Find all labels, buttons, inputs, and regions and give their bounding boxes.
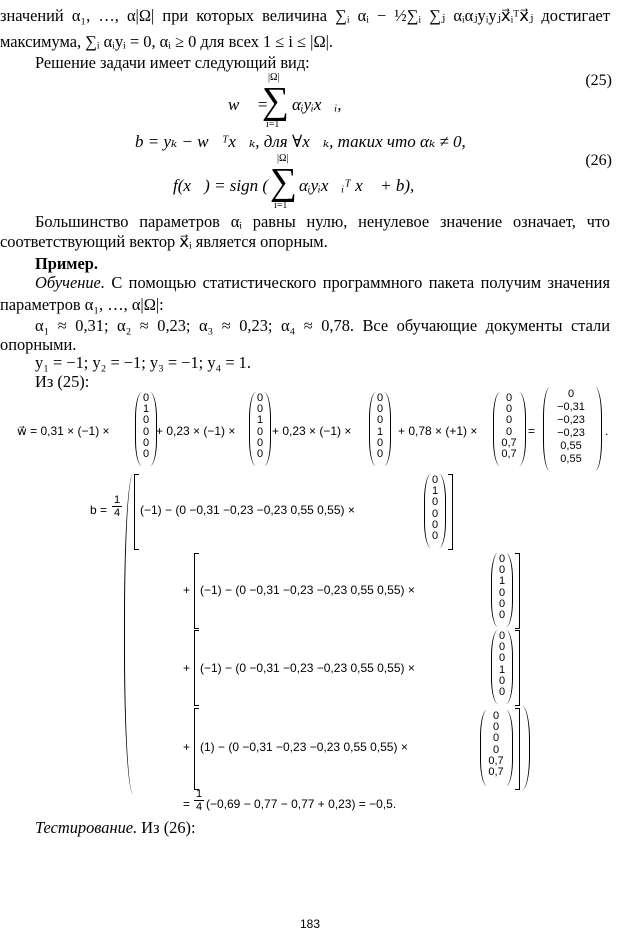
big-paren-left [124, 474, 133, 794]
paren [264, 392, 271, 466]
bracket [194, 630, 199, 706]
w-calc-term: + 0,23 × (−1) × [156, 424, 236, 438]
vector-entry: 0 [498, 652, 506, 665]
equation-term: αᵢyᵢx⃗ᵢᵀ x⃗ + b), [299, 176, 415, 195]
vector-entry: 1 [376, 425, 384, 438]
text-line: Решение задачи имеет следующий вид: [35, 53, 310, 72]
text-line [0, 818, 610, 838]
vector-entry: 1 [256, 414, 264, 427]
big-paren-right [522, 706, 530, 790]
vector-entry: 1 [142, 403, 150, 416]
vector-entry: 0 [492, 710, 500, 722]
bracket [515, 708, 520, 790]
sum-symbol: ∑ [270, 161, 298, 203]
vector-entry: 0 [142, 425, 150, 438]
vector-entry: 1 [498, 575, 506, 588]
fraction [194, 788, 204, 813]
w-calc-eq: = [528, 424, 536, 438]
vector-entry: 0,7 [501, 436, 517, 449]
vector-entry: 0,55 [560, 453, 582, 465]
bracket [194, 553, 199, 629]
vector-entry: 0 [498, 641, 506, 654]
vector-entry: 0 [498, 564, 506, 577]
b-row-plus: + [183, 740, 191, 754]
paren [439, 474, 446, 548]
vector-entry: 0 [256, 425, 264, 438]
vector-entry: −0,23 [557, 427, 585, 439]
sum-upper-limit: |Ω| [268, 72, 280, 83]
b-row-text: (−1) − (0 −0,31 −0,23 −0,23 0,55 0,55) × [140, 503, 355, 517]
b-result-eq: = [183, 797, 191, 811]
result-vector [546, 388, 596, 466]
vector-entry: 0 [498, 553, 506, 565]
bracket [448, 474, 453, 550]
sum-upper-limit: |Ω| [277, 153, 289, 164]
w-calc-lhs: w⃗ = 0,31 × (−1) × [17, 424, 110, 438]
equation-number: (26) [585, 152, 612, 169]
vector-entry: 0 [505, 414, 513, 427]
example-heading: Пример. [35, 254, 98, 273]
vector-entry: 0 [431, 518, 439, 531]
sum-symbol: ∑ [262, 80, 290, 122]
vector-entry: −0,31 [557, 401, 585, 413]
vector-entry: 0 [376, 448, 384, 461]
text-line: Большинство параметров αᵢ равны нулю, ненулевое значение означает, что [35, 212, 610, 231]
fraction-denominator: 4 [195, 801, 203, 813]
paren [595, 387, 602, 471]
text-line: Из (25): [35, 372, 90, 391]
b-row-text: (−1) − (0 −0,31 −0,23 −0,23 0,55 0,55) × [200, 661, 415, 675]
vector-entry: 0 [505, 425, 513, 438]
fraction [112, 494, 122, 519]
fraction-numerator: 1 [113, 494, 121, 506]
equation-lhs: f(x⃗) = sign ( [173, 176, 269, 195]
text-line: параметров α₁, …, α|Ω|: [0, 295, 164, 314]
vector-entry: 0 [376, 436, 384, 449]
bracket [194, 708, 199, 790]
vector-entry: 0 [505, 403, 513, 416]
equation-lhs: w⃗ = [228, 95, 269, 114]
w-calc-term: + 0,78 × (+1) × [398, 424, 478, 438]
b-result: (−0,69 − 0,77 − 0,77 + 0,23) = −0,5. [206, 797, 397, 811]
b-row-text: (−1) − (0 −0,31 −0,23 −0,23 0,55 0,55) × [200, 583, 415, 597]
vector-entry: 0 [256, 392, 264, 404]
vector-entry: 0 [492, 721, 500, 734]
text-line: y₁ = −1; y₂ = −1; y₃ = −1; y₄ = 1. [35, 353, 251, 372]
vector-entry: 0 [376, 403, 384, 416]
vector-entry: 0 [376, 392, 384, 404]
paren [519, 392, 526, 466]
vector-entry: 0 [492, 743, 500, 756]
vector-entry: 0 [142, 448, 150, 461]
vector-entry: 0 [498, 597, 506, 610]
vector-entry: 0 [498, 630, 506, 642]
vector-entry: 0,7 [488, 754, 504, 767]
fraction-denominator: 4 [113, 507, 121, 519]
vector-entry: 0 [431, 474, 439, 486]
training-label: Обучение. [35, 273, 105, 292]
w-calc-end: . [605, 424, 609, 438]
vector-entry: 0 [142, 414, 150, 427]
vector-entry: 0 [505, 392, 513, 404]
training-text: С помощью статистического программного пакета получим значения [104, 273, 610, 292]
paren [506, 553, 513, 627]
vector-entry: 0,7 [488, 766, 504, 779]
vector-entry: 0 [142, 436, 150, 449]
vector-entry: 1 [498, 663, 506, 676]
bracket [515, 630, 520, 706]
vector-entry: 0 [431, 530, 439, 543]
text-line: α₁ ≈ 0,31; α₂ ≈ 0,23; α₃ ≈ 0,23; α₄ ≈ 0,78. Все обучающие документы стали [35, 316, 610, 335]
text-line: значений α₁, …, α|Ω| при которых величина ∑ᵢ αᵢ − ½∑ᵢ ∑ⱼ αᵢαⱼyᵢyⱼx⃗ᵢᵀx⃗ⱼ достигает [0, 6, 610, 25]
b-row-plus: + [183, 583, 191, 597]
vector-entry: 0 [567, 388, 575, 400]
vector-entry: 1 [431, 485, 439, 498]
paren [506, 630, 513, 704]
w-calc-term: + 0,23 × (−1) × [272, 424, 352, 438]
vector-entry: 0 [498, 609, 506, 622]
equation-b: b = yₖ − w⃗ᵀx⃗ₖ, для ∀x⃗ₖ, таких что αₖ ≠ 0, [135, 132, 466, 151]
vector-entry: 0 [431, 507, 439, 520]
b-row-text: (1) − (0 −0,31 −0,23 −0,23 0,55 0,55) × [200, 740, 408, 754]
vector-entry: 0 [498, 686, 506, 699]
sum-lower-limit: i=1 [274, 200, 288, 211]
paren [384, 392, 391, 466]
text-line [0, 273, 610, 293]
vector-entry: 0 [492, 732, 500, 745]
vector-entry: 0 [256, 403, 264, 416]
b-row-plus: + [183, 661, 191, 675]
page-number: 183 [299, 917, 321, 931]
vector-entry: 0 [256, 436, 264, 449]
bracket [134, 474, 139, 550]
vector-entry: 0 [142, 392, 150, 404]
testing-text: Из (26): [137, 818, 196, 837]
vector-entry: 0 [431, 496, 439, 509]
text-line: максимума, ∑ᵢ αᵢyᵢ = 0, αᵢ ≥ 0 для всех 1 ≤ i ≤ |Ω|. [0, 32, 334, 51]
vector-entry: 0,55 [560, 440, 582, 452]
bracket [515, 553, 520, 629]
vector-column [497, 393, 521, 460]
vector-entry: −0,23 [557, 414, 585, 426]
vector-entry: 0 [256, 448, 264, 461]
equation-term: αᵢyᵢx⃗ᵢ, [292, 95, 342, 114]
text-line: соответствующий вектор x⃗ᵢ является опорным. [0, 232, 328, 251]
vector-entry: 0 [376, 414, 384, 427]
paren [506, 710, 513, 786]
b-calc-lhs: b = [90, 503, 108, 517]
vector-column [484, 711, 508, 778]
equation-number: (25) [585, 72, 612, 89]
fraction-numerator: 1 [195, 788, 203, 800]
testing-label: Тестирование. [35, 818, 138, 837]
sum-lower-limit: i=1 [266, 119, 280, 130]
vector-entry: 0,7 [501, 448, 517, 461]
vector-entry: 0 [498, 586, 506, 599]
text-line: опорными. [0, 335, 77, 354]
vector-entry: 0 [498, 674, 506, 687]
